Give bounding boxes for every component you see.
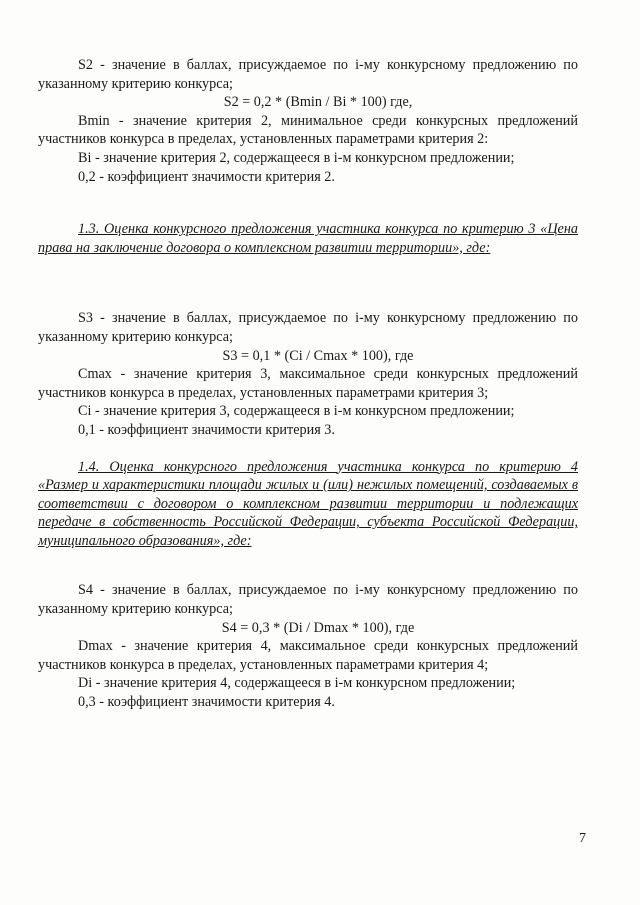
s3-formula: S3 = 0,1 * (Ci / Cmax * 100), где	[222, 347, 414, 364]
section-heading-1-3: 1.3. Оценка конкурсного предложения участника конкурса по критерию 3 «Цена права на заключение договора о комплексном развитии территории», где:	[38, 221, 578, 256]
dmax-definition: Dmax - значение критерия 4, максимальное среди конкурсных предложений участников конкурса в пределах, установленных параметрами критерия 4;	[38, 638, 578, 673]
ci-definition: Ci - значение критерия 3, содержащееся в i-м конкурсном предложении;	[78, 403, 515, 420]
criterion-4-coefficient: 0,3 - коэффициент значимости критерия 4.	[78, 694, 335, 711]
criterion-3-coefficient: 0,1 - коэффициент значимости критерия 3.	[78, 421, 335, 438]
page-number: 7	[579, 831, 586, 846]
s2-definition: S2 - значение в баллах, присуждаемое по i-му конкурсному предложению по указанному критерию конкурса;	[38, 57, 578, 92]
criterion-4-block	[38, 581, 578, 711]
bmin-definition: Bmin - значение критерия 2, минимальное среди конкурсных предложений участников конкурса в пределах, установленных параметрами критерия 2:	[38, 112, 578, 148]
di-definition: Di - значение критерия 4, содержащееся в i-м конкурсном предложении;	[78, 675, 516, 692]
s3-definition: S3 - значение в баллах, присуждаемое по i-му конкурсному предложению по указанному критерию конкурса;	[38, 310, 578, 345]
s4-formula: S4 = 0,3 * (Di / Dmax * 100), где	[221, 619, 415, 636]
s2-formula: S2 = 0,2 * (Bmin / Bi * 100) где,	[223, 94, 413, 111]
document-body	[38, 56, 578, 712]
criterion-2-coefficient: 0,2 - коэффициент значимости критерия 2.	[78, 168, 335, 185]
criterion-2-block	[38, 56, 578, 186]
criterion-3-block	[38, 309, 578, 439]
section-heading-1-4: 1.4. Оценка конкурсного предложения участника конкурса по критерию 4 «Размер и характеристики площади жилых и (или) нежилых помещений, создаваемых в соответствии с договором о комплексном развитии территории и подлежащих передаче в собственность Российской Федерации, субъекта Российской Федерации, муниципального образования», где:	[38, 458, 578, 549]
cmax-definition: Cmax - значение критерия 3, максимальное среди конкурсных предложений участников конкурса в пределах, установленных параметрами критерия 3;	[38, 366, 578, 401]
s4-definition: S4 - значение в баллах, присуждаемое по i-му конкурсному предложению по указанному критерию конкурса;	[38, 582, 578, 618]
bi-definition: Bi - значение критерия 2, содержащееся в i-м конкурсном предложении;	[78, 149, 515, 166]
